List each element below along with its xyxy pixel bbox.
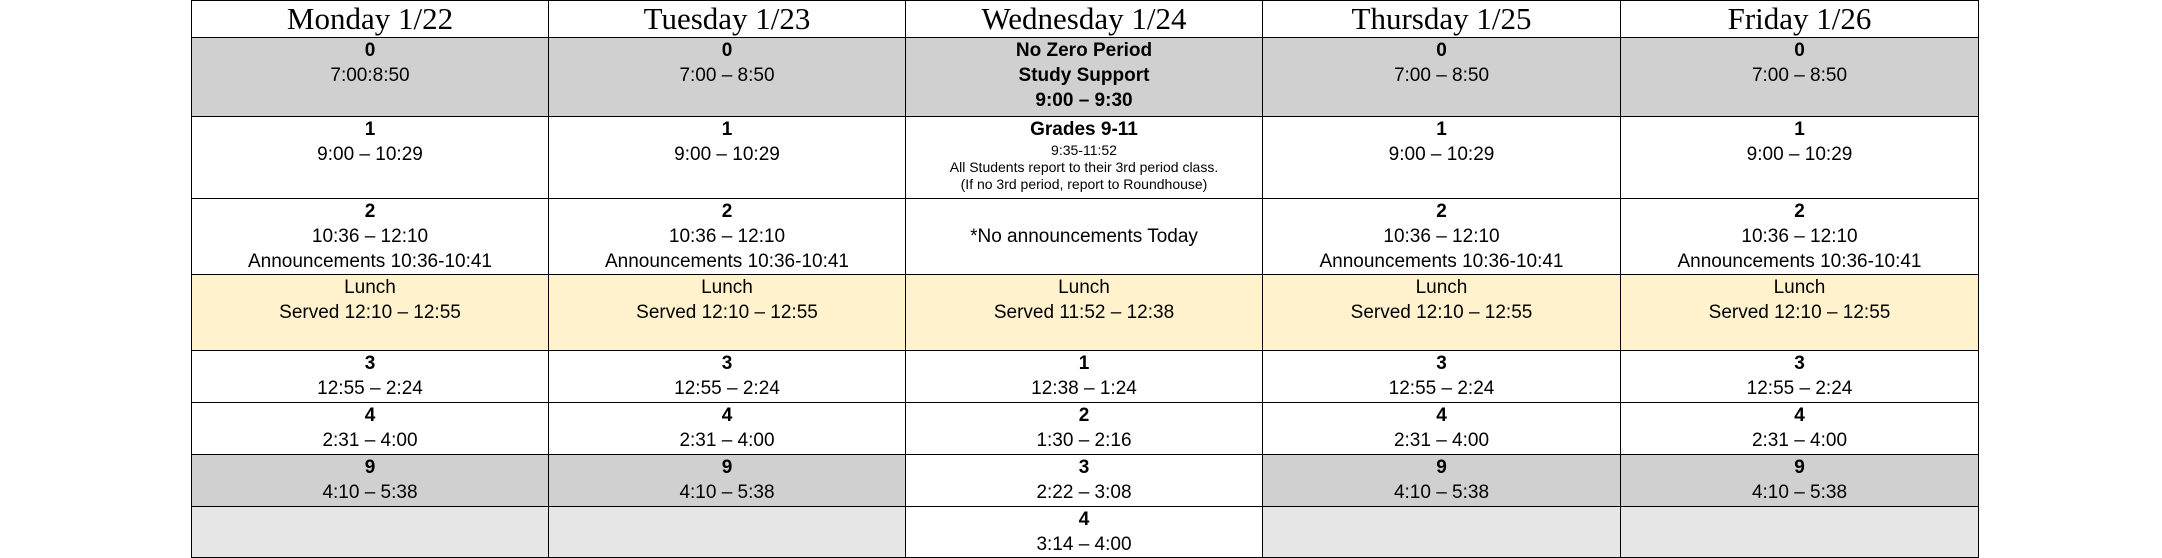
monday-period-3: 3 12:55 – 2:24 [192,351,549,403]
monday-empty-cell [192,507,549,558]
thursday-period-4: 4 2:31 – 4:00 [1263,403,1621,455]
tuesday-period-1: 1 9:00 – 10:29 [549,117,906,199]
header-thursday: Thursday 1/25 [1263,1,1621,38]
header-row [192,1,1979,38]
wednesday-grades-block: Grades 9-11 9:35-11:52 All Students report to their 3rd period class. (If no 3rd period, report to Roundhouse) [906,117,1263,199]
wednesday-period-2: 2 1:30 – 2:16 [906,403,1263,455]
friday-period-1: 1 9:00 – 10:29 [1621,117,1979,199]
header-wednesday: Wednesday 1/24 [906,1,1263,38]
monday-period-9: 9 4:10 – 5:38 [192,455,549,507]
header-friday: Friday 1/26 [1621,1,1979,38]
thursday-period-9: 9 4:10 – 5:38 [1263,455,1621,507]
wednesday-period-1: 1 12:38 – 1:24 [906,351,1263,403]
period-0-row [192,38,1979,117]
wednesday-lunch: Lunch Served 11:52 – 12:38 [906,275,1263,351]
tuesday-period-4: 4 2:31 – 4:00 [549,403,906,455]
thursday-period-2: 2 10:36 – 12:10 Announcements 10:36-10:41 [1263,199,1621,275]
friday-lunch: Lunch Served 12:10 – 12:55 [1621,275,1979,351]
period-3-row [192,351,1979,403]
wednesday-study-support: No Zero Period Study Support 9:00 – 9:30 [906,38,1263,117]
tuesday-lunch: Lunch Served 12:10 – 12:55 [549,275,906,351]
monday-period-0: 0 7:00:8:50 [192,38,549,117]
tuesday-period-0: 0 7:00 – 8:50 [549,38,906,117]
thursday-empty-cell [1263,507,1621,558]
monday-period-1: 1 9:00 – 10:29 [192,117,549,199]
tuesday-period-9: 9 4:10 – 5:38 [549,455,906,507]
friday-period-2: 2 10:36 – 12:10 Announcements 10:36-10:41 [1621,199,1979,275]
monday-period-4: 4 2:31 – 4:00 [192,403,549,455]
period-1-row [192,117,1979,199]
friday-period-9: 9 4:10 – 5:38 [1621,455,1979,507]
wednesday-announcement-note: *No announcements Today [906,199,1263,275]
wednesday-period-4: 4 3:14 – 4:00 [906,507,1263,558]
thursday-period-1: 1 9:00 – 10:29 [1263,117,1621,199]
thursday-period-0: 0 7:00 – 8:50 [1263,38,1621,117]
header-tuesday: Tuesday 1/23 [549,1,906,38]
friday-period-4: 4 2:31 – 4:00 [1621,403,1979,455]
tuesday-period-3: 3 12:55 – 2:24 [549,351,906,403]
monday-lunch: Lunch Served 12:10 – 12:55 [192,275,549,351]
period-9-row [192,455,1979,507]
bottom-row [192,507,1979,558]
friday-period-3: 3 12:55 – 2:24 [1621,351,1979,403]
friday-period-0: 0 7:00 – 8:50 [1621,38,1979,117]
header-monday: Monday 1/22 [192,1,549,38]
period-4-row [192,403,1979,455]
monday-period-2: 2 10:36 – 12:10 Announcements 10:36-10:41 [192,199,549,275]
period-2-row [192,199,1979,275]
bell-schedule-table [191,0,1979,558]
thursday-period-3: 3 12:55 – 2:24 [1263,351,1621,403]
friday-empty-cell [1621,507,1979,558]
lunch-row [192,275,1979,351]
tuesday-empty-cell [549,507,906,558]
wednesday-period-3: 3 2:22 – 3:08 [906,455,1263,507]
thursday-lunch: Lunch Served 12:10 – 12:55 [1263,275,1621,351]
tuesday-period-2: 2 10:36 – 12:10 Announcements 10:36-10:41 [549,199,906,275]
